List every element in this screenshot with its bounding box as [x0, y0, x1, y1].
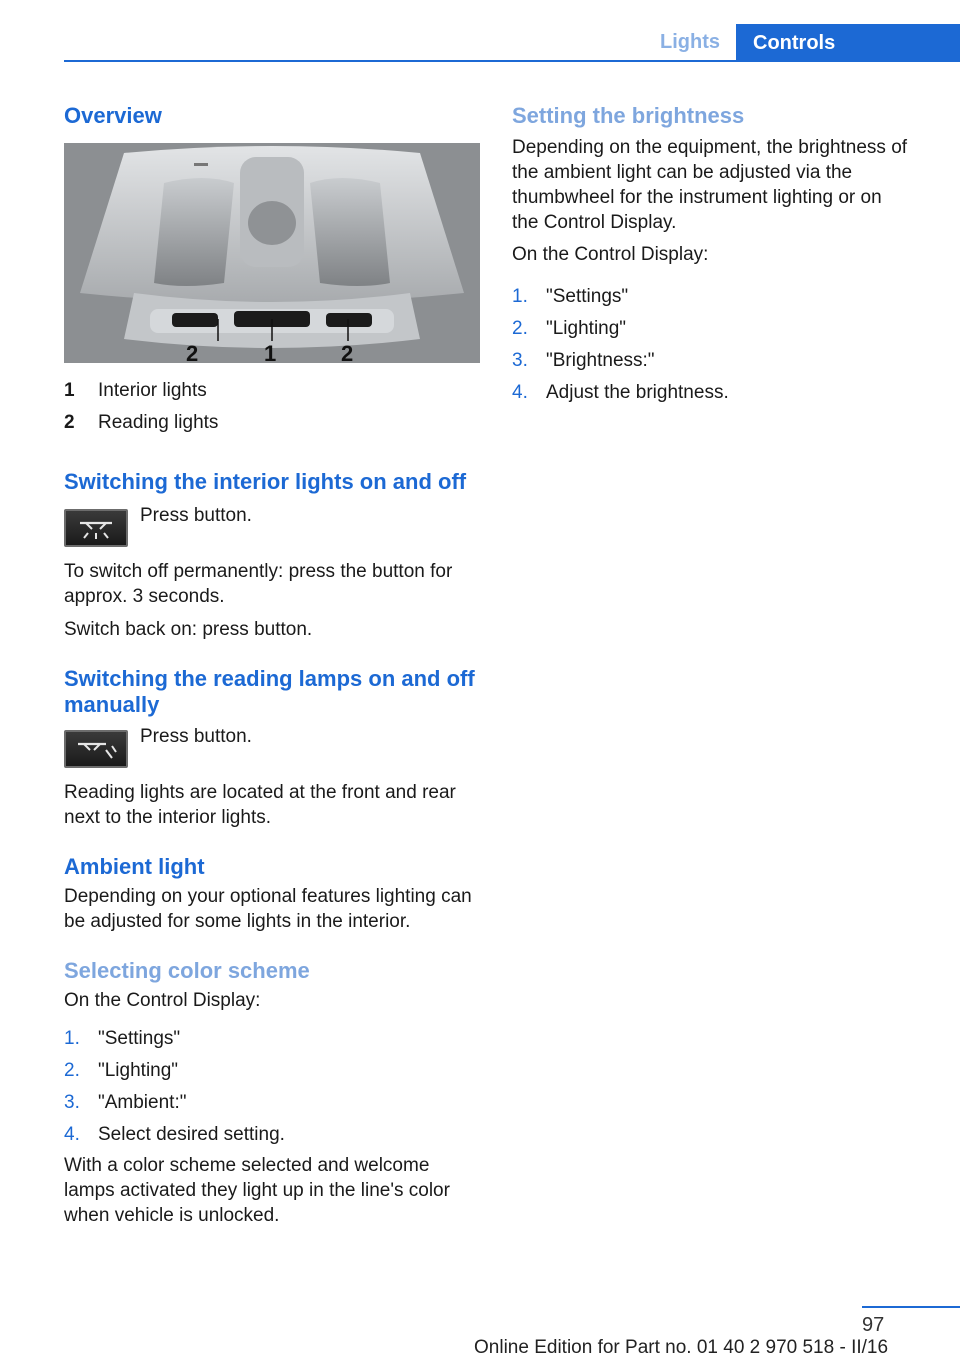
- step-text: "Lighting": [98, 1060, 179, 1081]
- overhead-console-illustration: [64, 143, 480, 363]
- reading-button-row: [64, 726, 482, 768]
- page-number: 97: [862, 1314, 885, 1336]
- brightness-steps: [512, 281, 912, 409]
- footer-rule: [862, 1306, 960, 1308]
- step-number: 2.: [64, 1060, 80, 1081]
- interior-light-button-icon: [64, 509, 128, 547]
- list-item: [64, 1023, 482, 1055]
- step-text: "Brightness:": [546, 350, 655, 371]
- step-number: 3.: [512, 350, 528, 371]
- reading-paragraph-1: Reading lights are located at the front and rear next to the interior lights.: [64, 782, 456, 828]
- list-item: [512, 313, 912, 345]
- step-number: 4.: [64, 1124, 80, 1145]
- brightness-paragraph-2: On the Control Display:: [512, 244, 709, 265]
- overview-heading: Overview: [64, 103, 162, 128]
- callout-2-left: 2: [186, 341, 199, 363]
- list-item: [64, 1119, 482, 1151]
- right-column: [512, 100, 912, 409]
- header-tab-lights[interactable]: Lights: [660, 31, 720, 53]
- list-item: [64, 1087, 482, 1119]
- figure-legend: [64, 375, 482, 439]
- interior-paragraph-1: To switch off permanently: press the button for approx. 3 seconds.: [64, 561, 453, 607]
- legend-item: [64, 375, 482, 407]
- legend-label: Interior lights: [98, 380, 207, 401]
- callout-2-right: 2: [341, 341, 354, 363]
- step-number: 3.: [64, 1092, 80, 1113]
- step-text: Adjust the brightness.: [546, 382, 729, 403]
- overhead-console-figure: [64, 143, 480, 363]
- step-text: Select desired setting.: [98, 1124, 285, 1145]
- step-number: 1.: [512, 286, 528, 307]
- legend-number: 2: [64, 412, 75, 433]
- list-item: [512, 281, 912, 313]
- step-text: "Settings": [546, 286, 629, 307]
- legend-item: [64, 407, 482, 439]
- step-number: 4.: [512, 382, 528, 403]
- step-text: "Settings": [98, 1028, 181, 1049]
- left-column: [64, 100, 482, 1228]
- reading-press-text: Press button.: [140, 726, 252, 747]
- color-scheme-paragraph-2: With a color scheme selected and welcome lamps activated they light up in the line's color when vehicle is unlocked.: [64, 1155, 450, 1226]
- step-text: "Lighting": [546, 318, 627, 339]
- callout-1: 1: [264, 341, 277, 363]
- interior-button-row: [64, 505, 482, 547]
- header-tab-controls[interactable]: Controls: [736, 24, 960, 62]
- list-item: [512, 377, 912, 409]
- interior-paragraph-2: Switch back on: press button.: [64, 619, 313, 640]
- step-text: "Ambient:": [98, 1092, 187, 1113]
- interior-lights-heading: Switching the interior lights on and off: [64, 469, 467, 494]
- color-scheme-intro: On the Control Display:: [64, 990, 261, 1011]
- legend-number: 1: [64, 380, 75, 401]
- color-scheme-steps: [64, 1023, 482, 1151]
- reading-light-button-icon: [64, 730, 128, 768]
- header-rule: [64, 60, 960, 62]
- list-item: [512, 345, 912, 377]
- ambient-light-heading: Ambient light: [64, 854, 205, 879]
- step-number: 2.: [512, 318, 528, 339]
- interior-press-text: Press button.: [140, 505, 252, 526]
- legend-label: Reading lights: [98, 412, 219, 433]
- list-item: [64, 1055, 482, 1087]
- brightness-heading: Setting the brightness: [512, 103, 745, 128]
- reading-lamps-heading: Switching the reading lamps on and off manually: [64, 666, 475, 717]
- brightness-paragraph-1: Depending on the equipment, the brightness of the ambient light can be adjusted via the thumbwheel for the instrument lighting or on the Control Display.: [512, 137, 908, 233]
- step-number: 1.: [64, 1028, 80, 1049]
- color-scheme-heading: Selecting color scheme: [64, 958, 310, 983]
- edition-text: Online Edition for Part no. 01 40 2 970 518 - II/16: [474, 1337, 889, 1358]
- ambient-paragraph-1: Depending on your optional features lighting can be adjusted for some lights in the interior.: [64, 886, 472, 932]
